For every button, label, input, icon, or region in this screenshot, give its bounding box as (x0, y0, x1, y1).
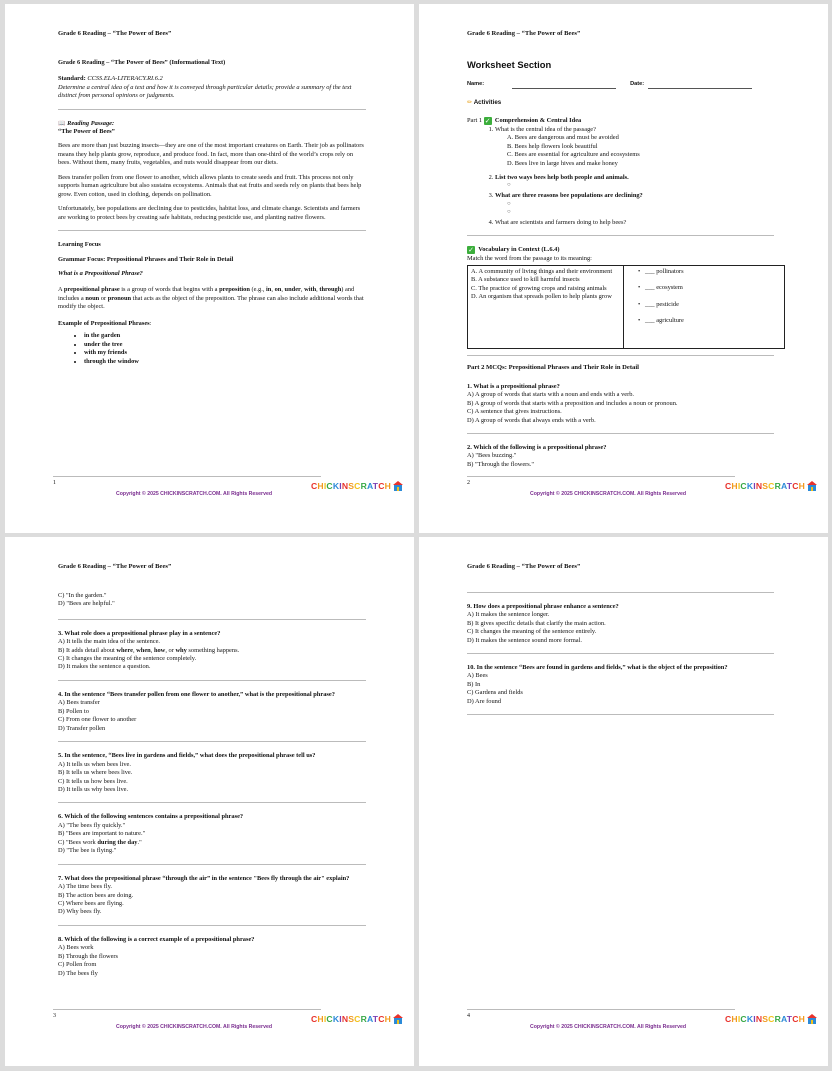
option[interactable]: D) "Bees are helpful." (58, 600, 115, 608)
divider (58, 864, 366, 865)
logo-letter: N (341, 481, 349, 491)
logo-letter: C (311, 1014, 318, 1024)
option[interactable]: C. Bees are essential for agriculture and ecosystems (507, 151, 640, 159)
option[interactable]: B) "Bees are important to nature." (58, 830, 146, 838)
check-icon: ✓ (484, 117, 491, 126)
option[interactable]: C) Where bees are flying. (58, 900, 124, 908)
definition: D. An organism that spreads pollen to help plants grow (471, 293, 612, 301)
page-footer (467, 1004, 814, 1032)
definition: B. A substance used to kill harmful insects (471, 276, 580, 284)
divider (58, 109, 366, 110)
option[interactable]: A) Bees (467, 672, 488, 680)
option[interactable]: D) It makes the sentence a question. (58, 663, 151, 671)
question-text: 7. What does the prepositional phrase “through the air” in the sentence "Bees fly through the air" explain? (58, 874, 350, 882)
logo-letter: I (323, 1014, 327, 1024)
vocab-word[interactable]: • ___ pesticide (638, 300, 679, 308)
logo-letter: C (792, 481, 799, 491)
page-footer (53, 1004, 400, 1032)
mcq-6 (58, 813, 366, 855)
example-heading: Example of Prepositional Phrases: (58, 319, 152, 327)
logo-letter: A (780, 481, 787, 491)
standard-label: Standard: (58, 75, 86, 83)
option[interactable]: A) A group of words that starts with a noun and ends with a verb. (467, 391, 635, 399)
mcq-4 (58, 691, 366, 733)
logo-letter: R (360, 481, 367, 491)
logo-letter: H (384, 1014, 392, 1024)
divider (467, 653, 774, 654)
worksheet-title: Worksheet Section (467, 58, 552, 70)
option[interactable]: A) Bees transfer (58, 699, 100, 707)
divider (467, 592, 774, 593)
logo-letter: R (774, 1014, 781, 1024)
question-text: 2. Which of the following is a prepositional phrase? (467, 443, 607, 451)
definitions-column (468, 266, 624, 348)
logo-letter: R (360, 1014, 367, 1024)
vocab-title: Vocabulary in Context (L.6.4) (478, 246, 560, 254)
logo-letter: S (348, 481, 355, 491)
list-item: • in the garden (84, 332, 366, 340)
question-text: 9. How does a prepositional phrase enhance a sentence? (467, 602, 619, 610)
divider (58, 680, 366, 681)
option[interactable]: B) The action bees are doing. (58, 891, 134, 899)
part2-heading: Part 2 MCQs: Prepositional Phrases and Their Role in Detail (467, 364, 639, 371)
page-number: 3 (53, 1013, 56, 1019)
logo-letter: C (768, 1014, 775, 1024)
option[interactable]: D) It tells us why bees live. (58, 785, 129, 793)
chickinscratch-logo (725, 481, 817, 492)
logo-letter: C (326, 1014, 333, 1024)
option[interactable]: D. Bees live in large hives and make honey (507, 159, 618, 167)
page-header: Grade 6 Reading – “The Power of Bees” (58, 30, 172, 37)
logo-letter: I (753, 481, 756, 491)
option[interactable]: A. Bees are dangerous and must be avoided (507, 134, 619, 142)
logo-letter: C (725, 1014, 732, 1024)
logo-letter: A (366, 481, 373, 491)
part1-title: Comprehension & Central Idea (494, 117, 582, 125)
logo-letter: C (311, 481, 318, 491)
option[interactable]: C) It changes the meaning of the sentence completely. (58, 654, 197, 662)
definition: A. A community of living things and their environment (471, 268, 613, 275)
logo-letter: K (332, 481, 340, 491)
standard-code: CCSS.ELA-LITERACY.RI.6.2 (87, 75, 163, 83)
page-header: Grade 6 Reading – “The Power of Bees” (467, 563, 581, 570)
divider (467, 235, 774, 236)
divider (58, 802, 366, 803)
vocab-table (467, 265, 785, 349)
question-text: 4. In the sentence “Bees transfer pollen from one flower to another,” what is the prepositional phrase? (58, 690, 335, 698)
option[interactable]: A) "Bees buzzing." (467, 452, 517, 460)
example-list (58, 332, 366, 366)
option[interactable]: D) It makes the sentence sound more formal. (467, 636, 582, 644)
question-text: 6. Which of the following sentences contains a prepositional phrase? (58, 813, 244, 821)
mcq-10 (467, 664, 774, 706)
option[interactable]: B. Bees help flowers look beautiful (507, 142, 598, 150)
option[interactable]: A) The time bees fly. (58, 883, 112, 891)
book-icon: 📖 (58, 119, 66, 127)
option[interactable]: C) It changes the meaning of the sentence entirely. (467, 628, 597, 636)
schoolhouse-icon (393, 1014, 403, 1024)
list-item: • with my friends (84, 349, 366, 357)
logo-letter: K (746, 1014, 754, 1024)
check-icon: ✓ (468, 246, 474, 255)
list-item: • under the tree (84, 341, 366, 349)
logo-letter: H (731, 481, 738, 491)
option[interactable]: C) "Bees work during the day." (58, 838, 142, 846)
logo-letter: H (731, 1014, 738, 1024)
footer-line (53, 1009, 321, 1010)
mcq-9 (467, 603, 774, 645)
copyright-text: Copyright © 2025 CHICKINSCRATCH.COM. All Rights Reserved (530, 1024, 687, 1030)
schoolhouse-icon (807, 481, 817, 491)
date-label: Date: (630, 81, 645, 88)
logo-letter: H (317, 481, 324, 491)
logo-letter: T (786, 1014, 793, 1024)
option[interactable]: C) Pollen from (58, 961, 97, 969)
what-is-heading: What is a Prepositional Phrase? (58, 269, 143, 277)
mcq-2 (467, 444, 774, 469)
logo-letter: I (323, 481, 327, 491)
option[interactable]: B) In (467, 680, 481, 688)
logo-letter: C (740, 481, 747, 491)
activities-heading (467, 99, 774, 107)
vocab-word[interactable]: • ___ pollinators (638, 268, 684, 275)
logo-letter: I (737, 1014, 741, 1024)
option[interactable]: C) It tells us how bees live. (58, 777, 128, 785)
option[interactable]: D) The bees fly (58, 969, 98, 977)
logo-letter: C (768, 481, 775, 491)
chickinscratch-logo (311, 1014, 403, 1025)
option[interactable]: A) It tells the main idea of the sentence. (58, 638, 161, 646)
grammar-focus-heading: Grammar Focus: Prepositional Phrases and Their Role in Detail (58, 255, 234, 263)
page-footer (467, 471, 814, 499)
mcq-7 (58, 875, 366, 917)
logo-letter: I (339, 481, 342, 491)
vocab-word[interactable]: • ___ agriculture (638, 317, 684, 325)
logo-letter: H (798, 1014, 806, 1024)
answer-bullet[interactable]: ○ (507, 208, 511, 215)
list-item: • through the window (84, 358, 366, 366)
passage-title: “The Power of Bees” (58, 127, 115, 135)
logo-letter: I (737, 481, 741, 491)
comprehension-questions (467, 126, 774, 227)
option[interactable]: A) Bees work (58, 944, 94, 952)
option[interactable]: D) A group of words that always ends with a verb. (467, 416, 596, 424)
option[interactable]: B) Through the flowers (58, 952, 119, 960)
option[interactable]: D) Are found (467, 697, 502, 705)
option[interactable]: C) A sentence that gives instructions. (467, 408, 562, 416)
question-text: 8. Which of the following is a correct example of a prepositional phrase? (58, 935, 255, 943)
footer-line (467, 1009, 735, 1010)
mcq-8 (58, 936, 366, 978)
logo-letter: R (774, 481, 781, 491)
logo-letter: T (372, 1014, 379, 1024)
page-header: Grade 6 Reading – “The Power of Bees” (467, 30, 581, 37)
option[interactable]: D) Why bees fly. (58, 908, 102, 916)
logo-letter: A (780, 1014, 787, 1024)
copyright-text: Copyright © 2025 CHICKINSCRATCH.COM. All Rights Reserved (116, 1024, 273, 1030)
reading-label-line (58, 120, 366, 128)
logo-letter: S (348, 1014, 355, 1024)
logo-letter: C (354, 1014, 361, 1024)
option[interactable]: A) "The bees fly quickly." (58, 821, 126, 829)
option[interactable]: B) It adds detail about where, when, how, or why something happens. (58, 646, 240, 654)
divider (58, 741, 366, 742)
page-footer (53, 471, 400, 499)
definition-paragraph: A prepositional phrase is a group of words that begins with a preposition (e.g., in, on, under, with, through) and includes a noun or pronoun that acts as the object of the preposition. The phrase can also include additional words that modify the object. (58, 286, 364, 311)
answer-bullet[interactable]: ○ (507, 200, 511, 207)
logo-letter: S (762, 481, 769, 491)
divider (58, 619, 366, 620)
part1-heading (467, 117, 774, 125)
option[interactable]: B) It tells us where bees live. (58, 769, 133, 777)
logo-letter: C (740, 1014, 747, 1024)
question-4: 4. What are scientists and farmers doing to help bees? (495, 219, 774, 227)
divider (467, 714, 774, 715)
logo-letter: A (366, 1014, 373, 1024)
passage-paragraph-2: Bees transfer pollen from one flower to another, which allows plants to create seeds and fruit. This process not only supports human agriculture but also sustains ecosystems. Animals that eat fruits and seeds rely on plants that bees help grow. Even cotton, used in clothing, depends on pollination. (58, 173, 362, 198)
page-number: 2 (467, 480, 470, 486)
option[interactable]: B) It gives specific details that clarify the main action. (467, 619, 606, 627)
reading-label: Reading Passage: (67, 119, 115, 127)
standard-description: Determine a central idea of a text and how it is conveyed through particular details; provide a summary of the text distinct from personal opinions or judgments. (58, 83, 352, 100)
option[interactable]: D) "The bee is flying." (58, 847, 117, 855)
option[interactable]: A) It tells us when bees live. (58, 760, 131, 768)
learning-focus-heading: Learning Focus (58, 241, 101, 249)
words-column (624, 266, 784, 348)
chickinscratch-logo (311, 481, 403, 492)
divider (58, 230, 366, 231)
logo-letter: T (372, 481, 379, 491)
passage-paragraph-1: Bees are more than just buzzing insects—they are one of the most important creatures on Earth. Their job as pollinators means they help plants grow, reproduce, and produce food. In fact, more than one-third of the world’s crops rely on bees. Without them, many fruits, vegetables, and nuts would disappear from our diets. (58, 142, 364, 167)
footer-line (467, 476, 735, 477)
mcq-2-continued (58, 592, 366, 609)
name-date-row (467, 81, 774, 89)
question-text: 5. In the sentence, “Bees live in gardens and fields,” what does the prepositional phrase tell us? (58, 752, 316, 760)
definition: C. The practice of growing crops and raising animals (471, 284, 607, 292)
passage-paragraph-3: Unfortunately, bee populations are declining due to pesticides, habitat loss, and climate change. Scientists and farmers are working to protect bees by creating safe habitats, reducing pesticide use, and planting native flowers. (58, 205, 361, 221)
logo-letter: C (378, 481, 385, 491)
vocab-heading (467, 246, 774, 254)
answer-bullet[interactable]: ○ (507, 182, 511, 189)
pencil-icon: ✏ (467, 99, 473, 107)
standard-line (58, 75, 366, 83)
divider (467, 355, 774, 356)
logo-letter: N (755, 1014, 763, 1024)
logo-letter: I (753, 1014, 756, 1024)
mcq-5 (58, 752, 366, 794)
option[interactable]: D) Transfer pollen (58, 724, 106, 732)
logo-letter: C (792, 1014, 799, 1024)
option[interactable]: C) Gardens and fields (467, 689, 523, 697)
logo-letter: H (317, 1014, 324, 1024)
date-field[interactable] (648, 81, 752, 89)
logo-letter: C (725, 481, 732, 491)
page-2 (419, 4, 828, 533)
logo-letter: N (341, 1014, 349, 1024)
logo-letter: I (339, 1014, 342, 1024)
question-text: 3. What role does a prepositional phrase play in a sentence? (58, 629, 221, 637)
schoolhouse-icon (393, 481, 403, 491)
option[interactable]: A) It makes the sentence longer. (467, 611, 550, 619)
name-label: Name: (467, 81, 485, 88)
option[interactable]: B) A group of words that starts with a preposition and includes a noun or pronoun. (467, 399, 678, 407)
page-3 (5, 537, 414, 1066)
divider (58, 925, 366, 926)
question-2: 2. List two ways bees help both people and animals. ○ (495, 174, 774, 190)
question-1: 1. What is the central idea of the passage? A. Bees are dangerous and must be avoided B. Bees help flowers look beautiful C. Bees are essential for agriculture and ecosystems D. Bees live in large hives and make honey (495, 126, 774, 168)
vocab-instructions: Match the word from the passage to its meaning: (467, 254, 592, 262)
logo-letter: S (762, 1014, 769, 1024)
activities-label: Activities (473, 99, 502, 107)
option[interactable]: C) "In the garden." (58, 591, 107, 599)
page-1 (5, 4, 414, 533)
mcq-3 (58, 630, 366, 672)
name-field[interactable] (512, 81, 616, 89)
option[interactable]: B) "Through the flowers." (467, 460, 534, 468)
logo-letter: C (354, 481, 361, 491)
footer-line (53, 476, 321, 477)
logo-letter: T (786, 481, 793, 491)
logo-letter: K (332, 1014, 340, 1024)
copyright-text: Copyright © 2025 CHICKINSCRATCH.COM. All Rights Reserved (116, 491, 273, 497)
divider (467, 433, 774, 434)
q1-options (495, 134, 774, 168)
page-header: Grade 6 Reading – “The Power of Bees” (58, 563, 172, 570)
logo-letter: C (378, 1014, 385, 1024)
logo-letter: N (755, 481, 763, 491)
option[interactable]: B) Pollen to (58, 707, 89, 715)
copyright-text: Copyright © 2025 CHICKINSCRATCH.COM. All Rights Reserved (530, 491, 687, 497)
question-3: 3. What are three reasons bee populations are declining? ○ ○ (495, 192, 774, 216)
page-number: 4 (467, 1013, 470, 1019)
logo-letter: C (326, 481, 333, 491)
logo-letter: K (746, 481, 754, 491)
page-number: 1 (53, 480, 56, 486)
page-4 (419, 537, 828, 1066)
question-text: 10. In the sentence “Bees are found in gardens and fields,” what is the object of the preposition? (467, 663, 728, 671)
logo-letter: H (384, 481, 392, 491)
chickinscratch-logo (725, 1014, 817, 1025)
document-title: Grade 6 Reading – “The Power of Bees” (Informational Text) (58, 58, 226, 66)
vocab-word[interactable]: • ___ ecosystem (638, 284, 683, 292)
option[interactable]: C) From one flower to another (58, 716, 137, 724)
mcq-1 (467, 383, 774, 425)
question-text: 1. What is a prepositional phrase? (467, 382, 560, 390)
schoolhouse-icon (807, 1014, 817, 1024)
logo-letter: H (798, 481, 806, 491)
part1-label: Part 1 (467, 117, 483, 125)
